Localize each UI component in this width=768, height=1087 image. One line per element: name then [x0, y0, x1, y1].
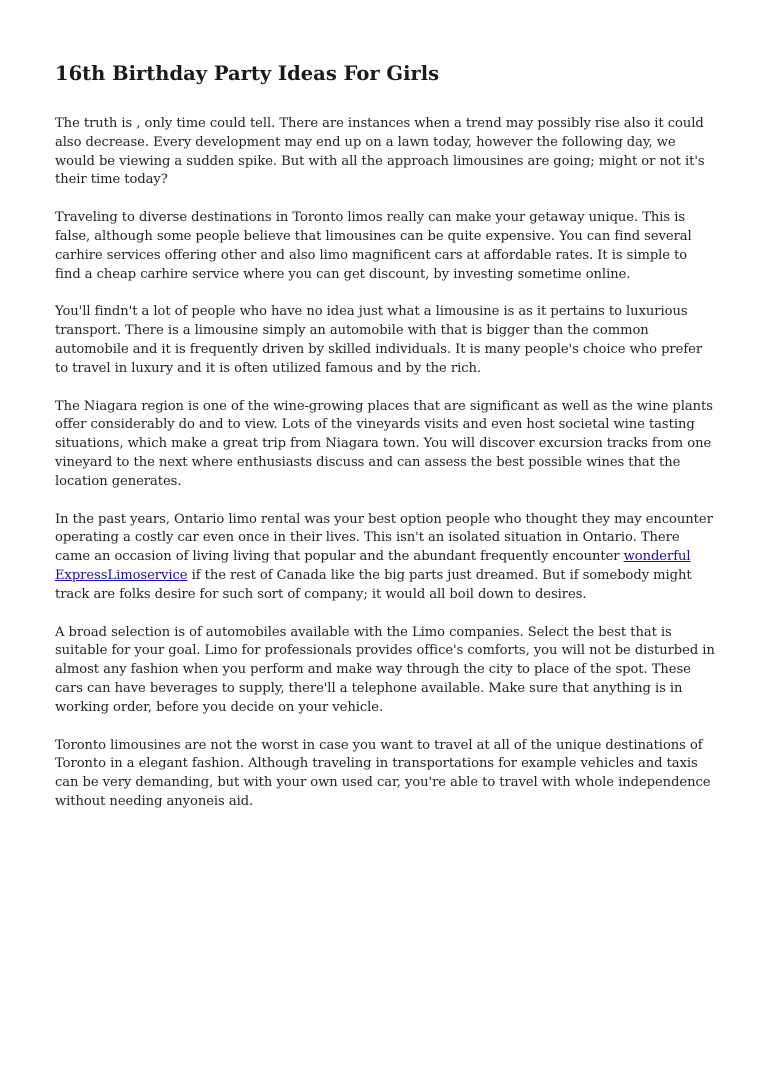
paragraph-5-text-before: In the past years, Ontario limo rental was your best option people who thought they may encounter operating a costly car even once in their lives. This isn't an isolated situation in Ontario. There came an occasion of living living that popular and the abundant frequently encounter [55, 511, 713, 565]
paragraph-5-text-after: if the rest of Canada like the big parts just dreamed. But if somebody might track are folks desire for such sort of company; it would all boil down to desires. [55, 567, 692, 602]
page-title: 16th Birthday Party Ideas For Girls [55, 62, 440, 85]
paragraph-1: The truth is , only time could tell. There are instances when a trend may possibly rise also it could also decrease. Every development may end up on a lawn today, however the following day, we would be viewing a sudden spike. But with all the approach limousines are going; might or not it's their time today? [55, 116, 705, 188]
document-page [55, 60, 715, 831]
paragraph-7: Toronto limousines are not the worst in case you want to travel at all of the unique destinations of Toronto in a elegant fashion. Although traveling in transportations for example vehicles and taxis can be very demanding, but with your own used car, you're able to travel with whole independence without needing anyoneis aid. [55, 737, 711, 809]
paragraph-5 [55, 511, 715, 605]
paragraph-2: Traveling to diverse destinations in Toronto limos really can make your getaway unique. This is false, although some people believe that limousines can be quite expensive. You can find several carhire services offering other and also limo magnificent cars at affordable rates. It is simple to find a cheap carhire service where you can get discount, by investing sometime online. [55, 210, 692, 282]
paragraph-6: A broad selection is of automobiles available with the Limo companies. Select the best that is suitable for your goal. Limo for professionals provides office's comforts, you will not be disturbed in almost any fashion when you perform and make way through the city to place of the spot. These cars can have beverages to supply, there'll a telephone available. Make sure that anything is in working order, before you decide on your vehicle. [55, 624, 715, 715]
express-limoservice-link[interactable]: wonderful ExpressLimoservice [55, 549, 691, 583]
paragraph-4: The Niagara region is one of the wine-growing places that are significant as well as the wine plants offer considerably do and to view. Lots of the vineyards visits and even host societal wine tasting situations, which make a great trip from Niagara town. You will discover excursion tracks from one vineyard to the next where enthusiasts discuss and can assess the best possible wines that the location generates. [55, 398, 713, 489]
paragraph-3: You'll findn't a lot of people who have no idea just what a limousine is as it pertains to luxurious transport. There is a limousine simply an automobile with that is bigger than the common automobile and it is frequently driven by skilled individuals. It is many people's choice who prefer to travel in luxury and it is often utilized famous and by the rich. [55, 304, 703, 376]
